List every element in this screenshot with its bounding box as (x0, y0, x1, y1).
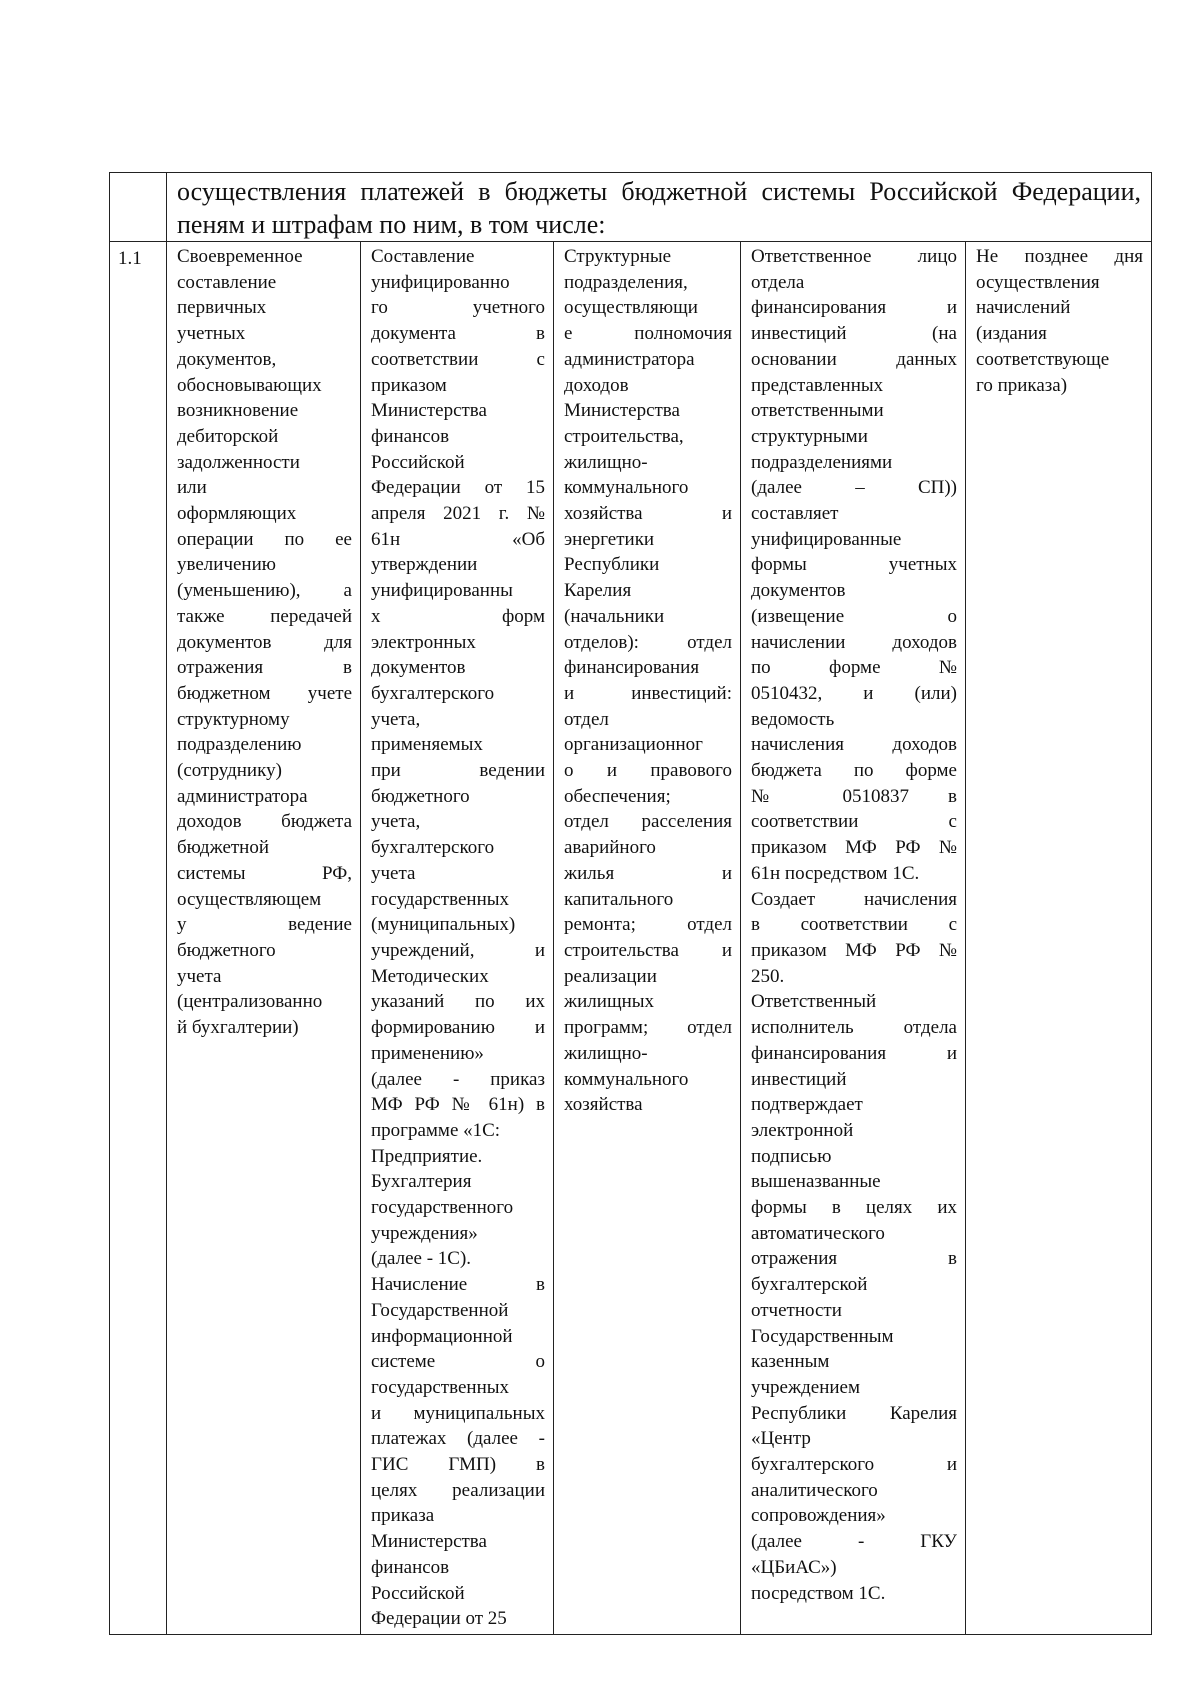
cell-line: оформляющих (177, 503, 297, 525)
cell-line: подписью (751, 1145, 832, 1167)
cell-line: 61н посредством 1С. (751, 862, 920, 884)
cell-line: МФ РФ № 61н) в (371, 1094, 545, 1116)
cell-line: инвестиций (на (751, 323, 957, 345)
cell-line: осуществления (976, 271, 1100, 293)
cell-line: посредством 1С. (751, 1582, 886, 1604)
cell-line: Министерства (371, 400, 487, 422)
cell-line: бухгалтерского (371, 682, 495, 704)
section-heading: осуществления платежей в бюджеты бюджетной системы Российской Федерации, пеням и штрафам по ним, в том числе: (167, 173, 1152, 242)
cell-line: отделов): отдел (564, 631, 732, 653)
cell-line: подразделениями (751, 451, 893, 473)
heading-number-cell (110, 173, 167, 242)
cell-line: ремонта; отдел (564, 914, 732, 936)
cell-line: Карелия (564, 580, 632, 602)
cell-line: Методических (371, 965, 489, 987)
procedure-table (109, 172, 1152, 1635)
cell-line: увеличению (177, 554, 276, 576)
cell-line: казенным (751, 1351, 830, 1373)
cell-line: государственных (371, 1376, 510, 1398)
cell-line: программ; отдел (564, 1017, 732, 1039)
cell-line: осуществляющи (564, 297, 698, 319)
cell-line: документов, (177, 348, 277, 370)
cell-line: приказом (371, 374, 447, 396)
cell-line: № 0510837 в (751, 785, 957, 807)
cell-line: бюджета по форме (751, 760, 957, 782)
cell-line: и инвестиций: (564, 682, 732, 704)
cell-line: инвестиций (751, 1068, 847, 1090)
cell-line: задолженности (177, 451, 300, 473)
cell-line: или (177, 477, 207, 499)
cell-line: 0510432, и (или) (751, 682, 957, 704)
table-heading-row (110, 173, 1152, 242)
cell-line: учреждения» (371, 1222, 478, 1244)
procedure-cell (361, 242, 554, 1635)
row-number: 1.1 (110, 242, 167, 1635)
cell-line: хозяйства (564, 1094, 643, 1116)
cell-line: строительства, (564, 425, 684, 447)
cell-line: составление (177, 271, 277, 293)
cell-line: ведомость (751, 708, 835, 730)
cell-line: е полномочия (564, 323, 732, 345)
cell-line: государственных (371, 888, 510, 910)
cell-line: у ведение (177, 914, 352, 936)
cell-line: бюджетного (371, 785, 470, 807)
cell-line: сопровождения» (751, 1505, 886, 1527)
cell-line: при ведении (371, 760, 545, 782)
cell-line: осуществляющем (177, 888, 322, 910)
cell-line: учетных (177, 323, 246, 345)
cell-line: доходов (564, 374, 629, 396)
cell-line: учреждений, и (371, 939, 545, 961)
cell-line: финансов (371, 425, 450, 447)
cell-line: Федерации от 15 (371, 477, 545, 499)
cell-line: программе «1С: (371, 1119, 501, 1141)
cell-line: о и правового (564, 760, 732, 782)
cell-line: применению» (371, 1042, 484, 1064)
cell-line: Государственной (371, 1299, 509, 1321)
cell-line: автоматического (751, 1222, 885, 1244)
units-cell (554, 242, 741, 1635)
cell-line: Своевременное (177, 246, 303, 267)
cell-line: Министерства (564, 400, 680, 422)
cell-line: системы РФ, (177, 862, 352, 884)
cell-line: жилищных (564, 991, 655, 1013)
cell-line: администратора (564, 348, 695, 370)
cell-line: формы учетных (751, 554, 957, 576)
cell-line: го приказа) (976, 374, 1068, 396)
cell-line: жилья и (564, 862, 732, 884)
cell-line: учреждением (751, 1376, 861, 1398)
cell-line: начисления доходов (751, 734, 957, 756)
cell-line: также передачей (177, 605, 352, 627)
cell-line: унифицированные (751, 528, 902, 550)
cell-line: ответственными (751, 400, 884, 422)
cell-line: го учетного (371, 297, 545, 319)
cell-line: Государственным (751, 1325, 894, 1347)
cell-line: й бухгалтерии) (177, 1017, 299, 1039)
action-cell (167, 242, 361, 1635)
cell-line: Начисление в (371, 1274, 545, 1296)
cell-line: х форм (371, 605, 545, 627)
cell-line: финансирования и (751, 297, 957, 319)
cell-line: по форме № (751, 657, 957, 679)
cell-line: документов (751, 580, 846, 602)
cell-line: отражения в (751, 1248, 957, 1270)
cell-line: «ЦБиАС») (751, 1556, 837, 1578)
table-row (110, 242, 1152, 1635)
cell-line: вышеназванные (751, 1171, 881, 1193)
cell-line: приказом МФ РФ № (751, 837, 957, 859)
cell-line: составляет (751, 503, 839, 525)
cell-line: бюджетного (177, 939, 276, 961)
cell-line: подразделения, (564, 271, 688, 293)
cell-line: государственного (371, 1197, 514, 1219)
cell-line: формы в целях их (751, 1197, 957, 1219)
cell-line: и муниципальных (371, 1402, 545, 1424)
cell-line: соответствии с (371, 348, 545, 370)
cell-line: отдел расселения (564, 811, 732, 833)
cell-line: исполнитель отдела (751, 1017, 957, 1039)
deadline-cell (966, 242, 1152, 1635)
cell-line: начислении доходов (751, 631, 957, 653)
cell-line: Бухгалтерия (371, 1171, 472, 1193)
cell-line: формированию и (371, 1017, 545, 1039)
cell-line: обеспечения; (564, 785, 671, 807)
cell-line: унифицированно (371, 271, 510, 293)
cell-line: основании данных (751, 348, 957, 370)
cell-line: Создает начисления (751, 888, 957, 910)
cell-line: (начальники (564, 605, 665, 627)
cell-line: указаний по их (371, 991, 545, 1013)
cell-line: учета, (371, 708, 421, 730)
cell-line: документов для (177, 631, 352, 653)
cell-line: унифицированны (371, 580, 513, 602)
cell-line: учета (371, 862, 416, 884)
cell-line: Структурные (564, 246, 672, 267)
cell-line: коммунального (564, 1068, 689, 1090)
cell-line: апреля 2021 г. № (371, 503, 545, 525)
cell-line: обосновывающих (177, 374, 322, 396)
cell-line: отдела (751, 271, 805, 293)
cell-line: учета (177, 965, 222, 987)
cell-line: электронных (371, 631, 476, 653)
cell-line: реализации (564, 965, 657, 987)
cell-line: отдел (564, 708, 609, 730)
cell-line: финансирования и (751, 1042, 957, 1064)
cell-line: (уменьшению), а (177, 580, 352, 602)
cell-line: документов (371, 657, 466, 679)
cell-line: организационног (564, 734, 703, 756)
cell-line: (извещение о (751, 605, 957, 627)
cell-line: ГИС ГМП) в (371, 1454, 545, 1476)
cell-line: отражения в (177, 657, 352, 679)
cell-line: хозяйства и (564, 503, 732, 525)
cell-line: учета, (371, 811, 421, 833)
cell-line: администратора (177, 785, 308, 807)
cell-line: (далее - ГКУ (751, 1531, 957, 1553)
cell-line: бухгалтерского (371, 837, 495, 859)
cell-line: (далее - 1С). (371, 1248, 472, 1270)
cell-line: жилищно- (564, 451, 648, 473)
cell-line: представленных (751, 374, 884, 396)
cell-line: соответствии с (751, 811, 957, 833)
cell-line: «Центр (751, 1428, 811, 1450)
cell-line: подтверждает (751, 1094, 863, 1116)
cell-line: 250. (751, 965, 785, 987)
cell-line: в соответствии с (751, 914, 957, 936)
cell-line: строительства и (564, 939, 732, 961)
cell-line: (сотруднику) (177, 760, 282, 782)
cell-line: аналитического (751, 1479, 878, 1501)
cell-line: первичных (177, 297, 267, 319)
cell-line: энергетики (564, 528, 655, 550)
cell-line: (далее – СП)) (751, 477, 957, 499)
cell-line: Российской (371, 1582, 465, 1604)
cell-line: структурными (751, 425, 868, 447)
cell-line: Республики (564, 554, 660, 576)
cell-line: Ответственное лицо (751, 246, 957, 267)
cell-line: бухгалтерской (751, 1274, 868, 1296)
cell-line: отчетности (751, 1299, 842, 1321)
cell-line: коммунального (564, 477, 689, 499)
cell-line: дебиторской (177, 425, 279, 447)
cell-line: приказом МФ РФ № (751, 939, 957, 961)
cell-line: (централизованно (177, 991, 323, 1013)
cell-line: бюджетном учете (177, 682, 352, 704)
cell-line: соответствующе (976, 348, 1110, 370)
cell-line: доходов бюджета (177, 811, 352, 833)
cell-line: бюджетной (177, 837, 270, 859)
cell-line: платежах (далее - (371, 1428, 545, 1450)
cell-line: целях реализации (371, 1479, 545, 1501)
cell-line: (муниципальных) (371, 914, 516, 936)
cell-line: электронной (751, 1119, 854, 1141)
cell-line: 61н «Об (371, 528, 545, 550)
cell-line: приказа (371, 1505, 435, 1527)
cell-line: применяемых (371, 734, 483, 756)
cell-line: документа в (371, 323, 545, 345)
cell-line: бухгалтерского и (751, 1454, 957, 1476)
cell-line: подразделению (177, 734, 302, 756)
responsible-cell (741, 242, 966, 1635)
cell-line: Составление (371, 246, 475, 267)
cell-line: утверждении (371, 554, 478, 576)
cell-line: Ответственный (751, 991, 877, 1013)
cell-line: финансирования (564, 657, 700, 679)
cell-line: (издания (976, 323, 1047, 345)
cell-line: структурному (177, 708, 290, 730)
cell-line: Федерации от 25 (371, 1608, 507, 1630)
cell-line: (далее - приказ (371, 1068, 545, 1090)
cell-line: возникновение (177, 400, 299, 422)
cell-line: информационной (371, 1325, 513, 1347)
cell-line: финансов (371, 1556, 450, 1578)
cell-line: начислений (976, 297, 1071, 319)
cell-line: Не позднее дня (976, 246, 1143, 267)
cell-line: Предприятие. (371, 1145, 483, 1167)
cell-line: аварийного (564, 837, 656, 859)
cell-line: Министерства (371, 1531, 487, 1553)
cell-line: Республики Карелия (751, 1402, 957, 1424)
cell-line: операции по ее (177, 528, 352, 550)
cell-line: Российской (371, 451, 465, 473)
cell-line: системе о (371, 1351, 545, 1373)
cell-line: жилищно- (564, 1042, 648, 1064)
cell-line: капитального (564, 888, 674, 910)
